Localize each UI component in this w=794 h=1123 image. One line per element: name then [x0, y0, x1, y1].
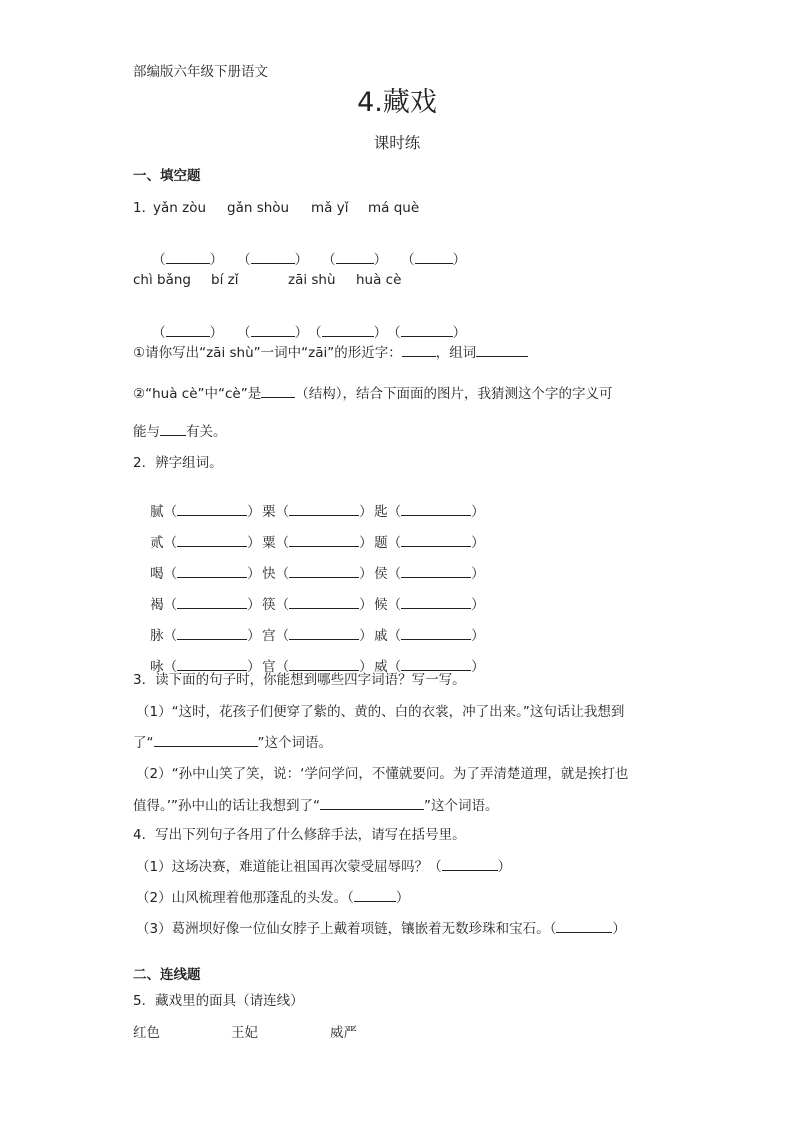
fill-blank[interactable]: [177, 502, 247, 516]
pinyin-item: chì bǎng: [133, 272, 191, 288]
fill-blank[interactable]: [154, 733, 258, 747]
fill-blank[interactable]: [289, 502, 359, 516]
answer-blank[interactable]: （ ）: [308, 325, 388, 341]
match-item[interactable]: 王妃: [231, 1025, 258, 1041]
fill-blank[interactable]: [354, 888, 396, 902]
q3-item2-line2: 值得。’”孙中山的话让我想到了“ ”这个词语。: [133, 798, 499, 814]
answer-blank[interactable]: （ ）: [152, 252, 224, 268]
subject-header: 部编版六年级下册语文: [133, 64, 268, 80]
pinyin-item: mǎ yǐ: [311, 200, 349, 216]
pinyin-item: gǎn shòu: [227, 200, 290, 216]
fill-blank[interactable]: [289, 657, 359, 671]
word-row: 贰（ ） 粟（ ） 题（ ）: [150, 535, 485, 551]
fill-blank[interactable]: [442, 857, 498, 871]
pinyin-item: huà cè: [356, 272, 402, 288]
answer-blank[interactable]: （ ）: [322, 252, 388, 268]
q4-item: （2）山风梳理着他那蓬乱的头发。（ ）: [136, 890, 410, 906]
q4-title: 4．写出下列句子各用了什么修辞手法，请写在括号里。: [133, 827, 466, 843]
pinyin-item: bí zǐ: [211, 272, 239, 288]
fill-blank[interactable]: [401, 657, 471, 671]
q1-sub2: ②“huà cè”中“cè”是 （结构），结合下面面的图片，我猜测这个字的字义可: [133, 386, 613, 402]
pinyin-item: yǎn zòu: [153, 200, 207, 216]
fill-blank[interactable]: [401, 626, 471, 640]
section2-heading: 二、连线题: [133, 967, 201, 983]
pinyin-item: má què: [368, 200, 420, 216]
answer-blank[interactable]: （ ）: [387, 325, 467, 341]
fill-blank[interactable]: [177, 533, 247, 547]
fill-blank[interactable]: [401, 533, 471, 547]
fill-blank[interactable]: [401, 502, 471, 516]
q1-number: 1．: [133, 200, 156, 216]
pinyin-item: zāi shù: [288, 272, 336, 288]
q3-item2: （2）“孙中山笑了笑，说：‘学问学问，不懂就要问。为了弄清楚道理，就是挨打也: [136, 766, 629, 782]
fill-blank[interactable]: [476, 343, 528, 357]
fill-blank[interactable]: [556, 919, 612, 933]
page-title: 4.藏戏: [357, 87, 437, 118]
match-item[interactable]: 威严: [330, 1025, 357, 1041]
fill-blank[interactable]: [320, 796, 424, 810]
answer-blank[interactable]: （ ）: [152, 325, 224, 341]
fill-blank[interactable]: [160, 422, 186, 436]
fill-blank[interactable]: [402, 343, 436, 357]
word-row: 喝（ ） 快（ ） 侯（ ）: [150, 566, 485, 582]
q4-item: （1）这场决赛，难道能让祖国再次蒙受屈辱吗？（ ）: [136, 859, 512, 875]
word-row: 腻（ ） 栗（ ） 匙（ ）: [150, 504, 485, 520]
q4-item: （3）葛洲坝好像一位仙女脖子上戴着项链，镶嵌着无数珍珠和宝石。（ ）: [136, 921, 626, 937]
fill-blank[interactable]: [289, 533, 359, 547]
word-row: 咏（ ） 官（ ） 威（ ）: [150, 659, 485, 675]
page-subtitle: 课时练: [373, 134, 421, 152]
word-row: 脉（ ） 宫（ ） 戚（ ）: [150, 628, 485, 644]
fill-blank[interactable]: [289, 564, 359, 578]
fill-blank[interactable]: [401, 564, 471, 578]
fill-blank[interactable]: [261, 384, 295, 398]
q2-title: 2．辨字组词。: [133, 455, 223, 471]
q3-title: 3．读下面的句子时，你能想到哪些四字词语？写一写。: [133, 672, 466, 688]
fill-blank[interactable]: [177, 657, 247, 671]
fill-blank[interactable]: [289, 626, 359, 640]
q1-sub2-line2: 能与 有关。: [133, 424, 227, 440]
word-row: 褐（ ） 筷（ ） 候（ ）: [150, 597, 485, 613]
match-item[interactable]: 红色: [133, 1025, 160, 1041]
fill-blank[interactable]: [177, 626, 247, 640]
fill-blank[interactable]: [177, 564, 247, 578]
answer-blank[interactable]: （ ）: [237, 325, 309, 341]
fill-blank[interactable]: [289, 595, 359, 609]
answer-blank[interactable]: （ ）: [401, 252, 467, 268]
answer-blank[interactable]: （ ）: [237, 252, 309, 268]
q1-sub1: ①请你写出“zāi shù”一词中“zāi”的形近字： ，组词: [133, 343, 528, 362]
fill-blank[interactable]: [401, 595, 471, 609]
q3-item1: （1）“这时，花孩子们便穿了紫的、黄的、白的衣裳，冲了出来。”这句话让我想到: [136, 704, 625, 720]
fill-blank[interactable]: [177, 595, 247, 609]
section1-heading: 一、填空题: [133, 168, 201, 184]
q3-item1-line2: 了“ ”这个词语。: [133, 735, 332, 751]
q5-title: 5．藏戏里的面具（请连线）: [133, 993, 304, 1009]
